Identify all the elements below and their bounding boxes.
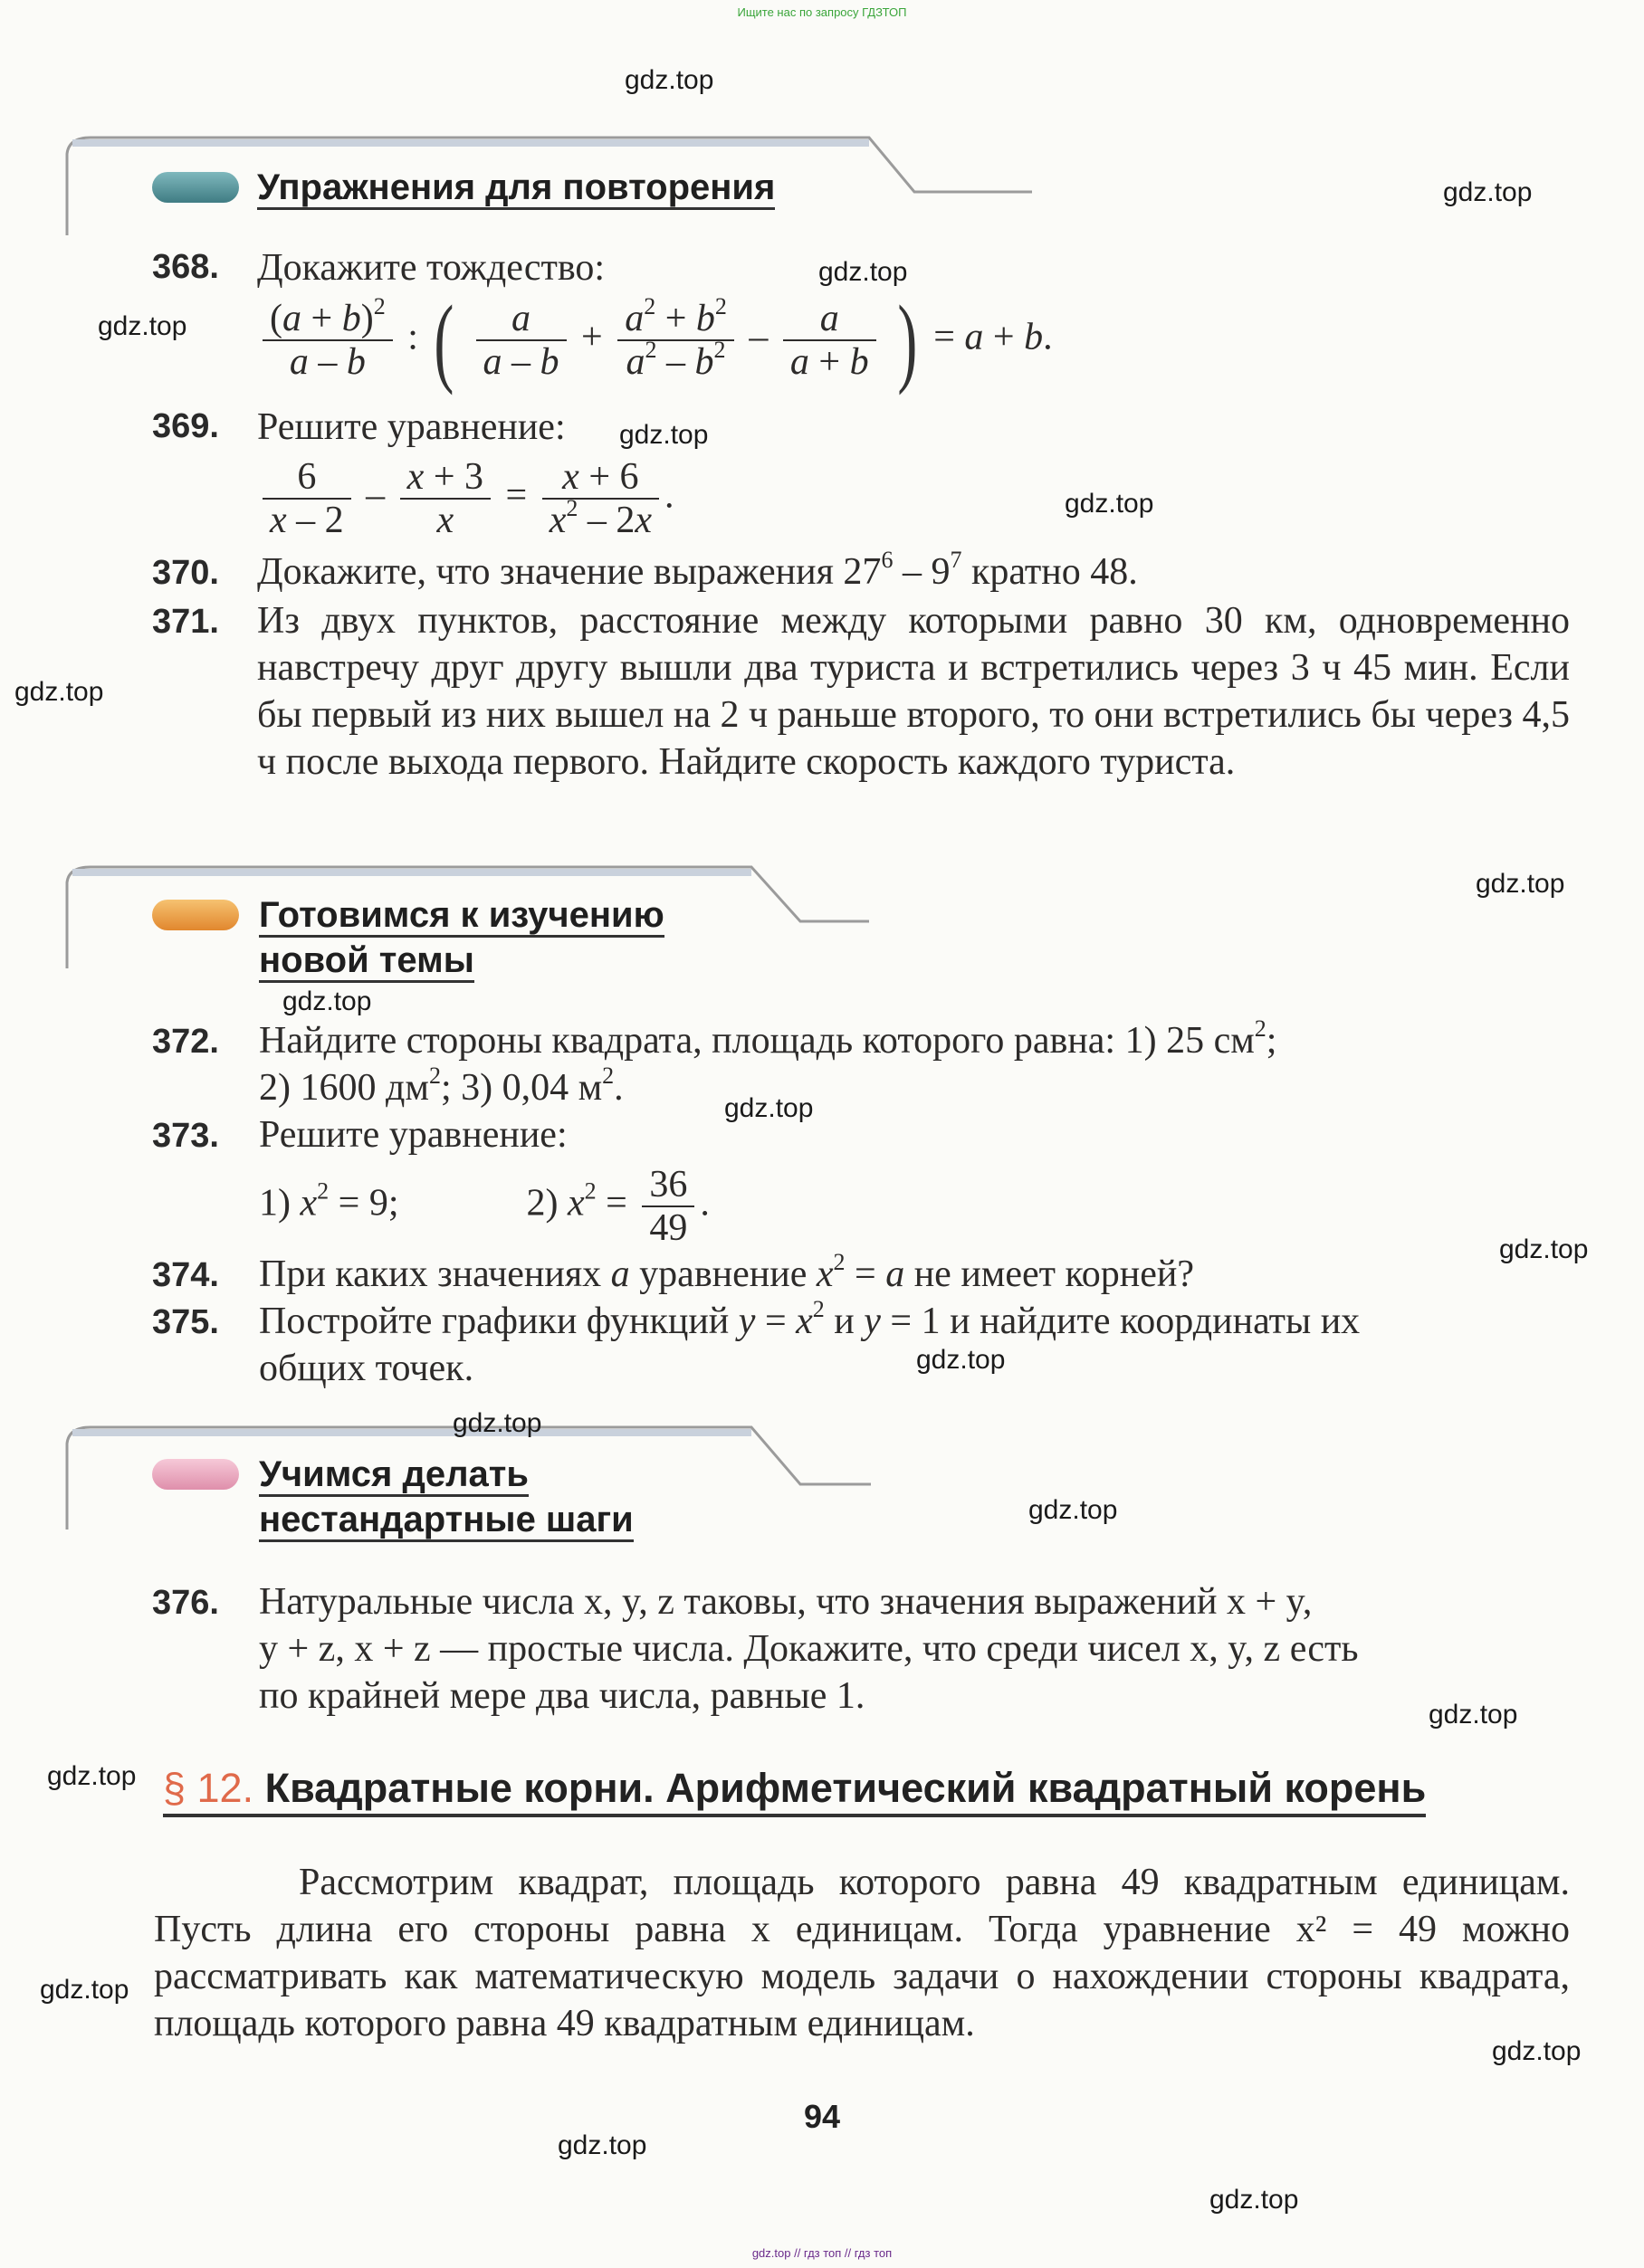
exercise-text: Докажите тождество: — [257, 247, 606, 289]
watermark: gdz.top — [98, 311, 187, 341]
watermark: gdz.top — [14, 677, 104, 707]
watermark: gdz.top — [453, 1408, 542, 1438]
exercise-text: по крайней мере два числа, равные 1. — [259, 1675, 865, 1717]
exercise-text: При каких значениях a уравнение $x^2 = a$ не имеет корней? — [259, 1249, 1195, 1295]
watermark: gdz.top — [1429, 1700, 1518, 1730]
equation-formula: 1) $x^2 = 9$; 2) $x^2$ = $\frac{36}{49}$ . — [259, 1164, 710, 1249]
exercise-text: Постройте графики функций $y = x^2$ и y = 1 и найдите координаты их — [259, 1296, 1361, 1342]
watermark: gdz.top — [724, 1093, 814, 1123]
watermark: gdz.top — [282, 986, 372, 1016]
exercise-text: Докажите, что значение выражения $27^6 - 9^7$ кратно 48. — [257, 547, 1138, 593]
exercise-number: 373. — [152, 1117, 219, 1155]
section-title-nonstandard: Учимся делать нестандартные шаги — [259, 1452, 634, 1542]
exercise-text: Найдите стороны квадрата, площадь которого равна: 1) 25 $см^2$; — [259, 1015, 1277, 1062]
watermark: gdz.top — [40, 1975, 129, 2005]
identity-formula: $\frac{(a + b)^2}{a - b}$ : ( $\frac{a}{a - b}$ + $\frac{a^2 + b^2}{a^2 - b^2}$ – $\frac{a}{a + b}$ ) = a + b. — [257, 295, 1053, 395]
page-number: 94 — [803, 2098, 841, 2135]
watermark: gdz.top — [1476, 869, 1565, 899]
watermark: gdz.top — [619, 420, 709, 450]
footer-note: gdz.top // гдз топ // гдз топ — [751, 2246, 893, 2260]
paragraph-title: § 12. Квадратные корни. Арифметический квадратный корень — [163, 1765, 1426, 1817]
watermark: gdz.top — [47, 1761, 137, 1791]
exercise-text: общих точек. — [259, 1348, 474, 1389]
exercise-number: 370. — [152, 554, 219, 592]
section-pill-repeat — [152, 172, 239, 203]
exercise-number: 369. — [152, 407, 219, 445]
watermark: gdz.top — [1499, 1234, 1589, 1264]
exercise-number: 371. — [152, 603, 219, 641]
watermark: gdz.top — [818, 257, 908, 287]
watermark: gdz.top — [1443, 177, 1533, 207]
exercise-number: 376. — [152, 1584, 219, 1622]
exercise-number: 374. — [152, 1256, 219, 1294]
watermark: gdz.top — [1209, 2185, 1299, 2215]
paragraph-text: Рассмотрим квадрат, площадь которого равна 49 квадратным единицам. Пусть длина его стороны равна x единицам. Тогда уравнение x² = 49 можно рассматривать как математическую модель задачи о нахождении стороны квадрата, площадь которого равна 49 квадратным единицам. — [154, 1862, 1570, 2044]
header-note: Ищите нас по запросу ГДЗТОП — [737, 5, 907, 19]
equation-formula: $\frac{6}{x - 2}$ – $\frac{x + 3}{x}$ = $\frac{x + 6}{x^2 - 2x}$ . — [257, 456, 674, 541]
watermark: gdz.top — [916, 1345, 1006, 1375]
section-title-repeat: Упражнения для повторения — [257, 165, 775, 210]
watermark: gdz.top — [1028, 1495, 1118, 1525]
exercise-text: Натуральные числа x, y, z таковы, что значения выражений x + y, — [259, 1581, 1313, 1623]
section-title-prepare: Готовимся к изучению новой темы — [259, 892, 664, 983]
watermark: gdz.top — [625, 65, 714, 95]
watermark: gdz.top — [558, 2130, 647, 2160]
exercise-text: 2) 1600 $дм^2$; 3) 0,04 $м^2$. — [259, 1063, 624, 1109]
exercise-text: y + z, x + z — простые числа. Докажите, что среди чисел x, y, z есть — [259, 1628, 1359, 1670]
watermark: gdz.top — [1492, 2036, 1582, 2066]
exercise-number: 368. — [152, 248, 219, 286]
section-pill-nonstandard — [152, 1459, 239, 1490]
watermark: gdz.top — [1065, 489, 1154, 519]
exercise-text: Решите уравнение: — [257, 406, 566, 448]
exercise-text: Из двух пунктов, расстояние между которыми равно 30 км, одновременно навстречу друг другу вышли два туриста и встретились через 3 ч 45 мин. Если бы первый из них вышел на 2 ч раньше второго, то они встретились бы через 4,5 ч после выхода первого. Найдите скорость каждого туриста. — [257, 600, 1570, 783]
exercise-text: Решите уравнение: — [259, 1114, 568, 1156]
exercise-number: 375. — [152, 1303, 219, 1341]
exercise-number: 372. — [152, 1023, 219, 1061]
section-pill-prepare — [152, 900, 239, 930]
